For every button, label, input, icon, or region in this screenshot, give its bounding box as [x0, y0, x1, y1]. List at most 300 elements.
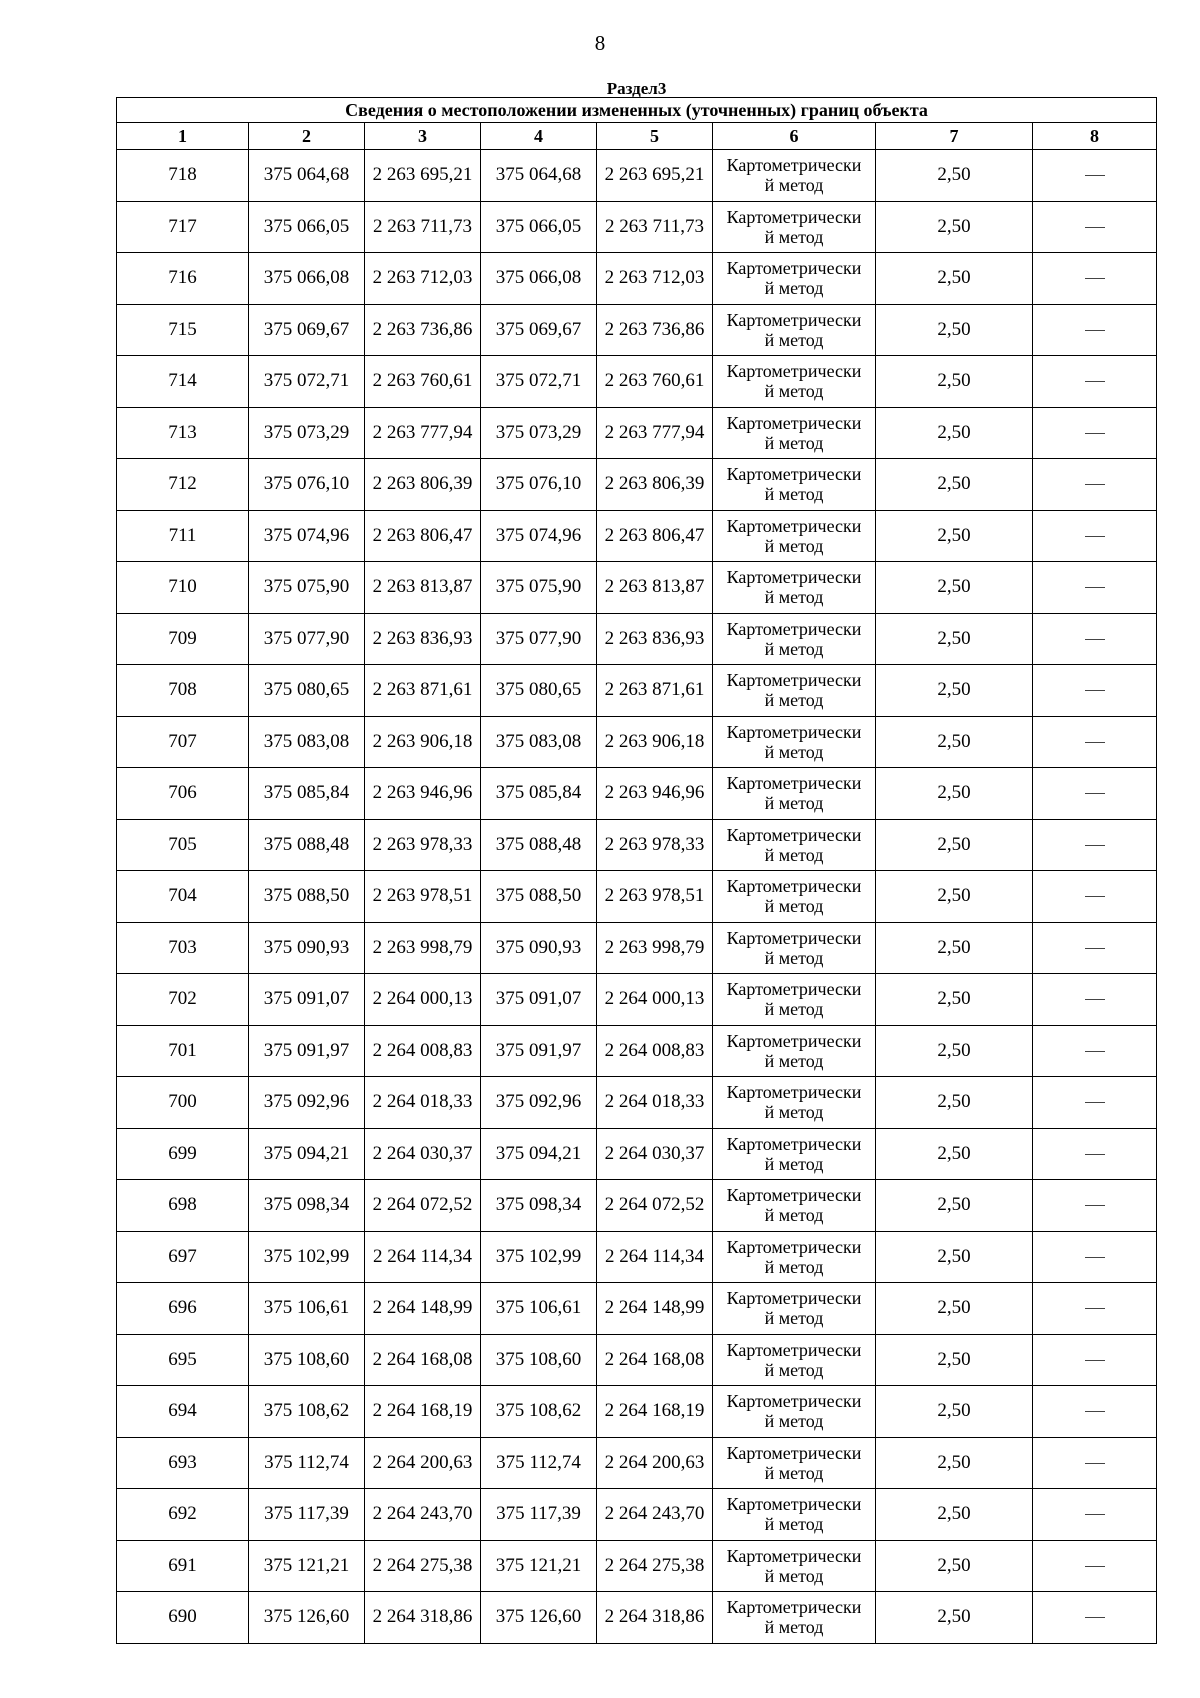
table-row [117, 1592, 1157, 1644]
existing-x-cell: 375 076,10 [249, 459, 365, 511]
column-number: 6 [713, 123, 876, 150]
existing-y-cell: 2 263 760,61 [365, 356, 481, 408]
refined-x-cell: 375 088,50 [481, 871, 597, 923]
precision-cell: 2,50 [876, 768, 1033, 820]
existing-x-cell: 375 083,08 [249, 716, 365, 768]
precision-cell: 2,50 [876, 871, 1033, 923]
refined-x-cell: 375 117,39 [481, 1489, 597, 1541]
method-cell [713, 150, 876, 202]
table-row [117, 1180, 1157, 1232]
point-number-cell: 692 [117, 1489, 249, 1541]
existing-x-cell: 375 102,99 [249, 1231, 365, 1283]
existing-x-cell: 375 112,74 [249, 1437, 365, 1489]
description-cell [1033, 613, 1157, 665]
precision-cell: 2,50 [876, 150, 1033, 202]
existing-y-cell: 2 264 030,37 [365, 1128, 481, 1180]
refined-y-cell: 2 264 018,33 [597, 1077, 713, 1129]
refined-y-cell: 2 263 712,03 [597, 253, 713, 305]
precision-cell: 2,50 [876, 1180, 1033, 1232]
point-number-cell: 708 [117, 665, 249, 717]
existing-y-cell: 2 263 736,86 [365, 304, 481, 356]
method-cell [713, 1128, 876, 1180]
precision-cell: 2,50 [876, 407, 1033, 459]
method-text-line2: й метод [764, 535, 824, 556]
table-row [117, 1128, 1157, 1180]
precision-cell: 2,50 [876, 1231, 1033, 1283]
point-number-cell: 711 [117, 510, 249, 562]
method-text-line2: й метод [764, 278, 824, 299]
existing-x-cell: 375 091,07 [249, 974, 365, 1026]
precision-cell: 2,50 [876, 1437, 1033, 1489]
boundary-coordinates-table [116, 80, 1157, 1644]
description-cell [1033, 871, 1157, 923]
table-row [117, 819, 1157, 871]
method-text-line2: й метод [764, 1205, 824, 1226]
refined-y-cell: 2 264 000,13 [597, 974, 713, 1026]
description-cell [1033, 716, 1157, 768]
refined-y-cell: 2 263 836,93 [597, 613, 713, 665]
method-text-line1: Картометрически [726, 1597, 862, 1618]
method-text-line2: й метод [764, 1256, 824, 1277]
existing-x-cell: 375 092,96 [249, 1077, 365, 1129]
refined-y-cell: 2 263 760,61 [597, 356, 713, 408]
dash-icon [1085, 381, 1105, 382]
method-text-line2: й метод [764, 896, 824, 917]
refined-y-cell: 2 263 736,86 [597, 304, 713, 356]
table-row [117, 922, 1157, 974]
description-cell [1033, 1283, 1157, 1335]
point-number-cell: 702 [117, 974, 249, 1026]
existing-y-cell: 2 264 200,63 [365, 1437, 481, 1489]
refined-y-cell: 2 263 998,79 [597, 922, 713, 974]
refined-y-cell: 2 264 168,08 [597, 1334, 713, 1386]
description-cell [1033, 1025, 1157, 1077]
method-cell [713, 1437, 876, 1489]
method-cell [713, 304, 876, 356]
precision-cell: 2,50 [876, 922, 1033, 974]
dash-icon [1085, 742, 1105, 743]
refined-y-cell: 2 264 008,83 [597, 1025, 713, 1077]
point-number-cell: 695 [117, 1334, 249, 1386]
refined-x-cell: 375 076,10 [481, 459, 597, 511]
column-number: 8 [1033, 123, 1157, 150]
dash-icon [1085, 639, 1105, 640]
refined-x-cell: 375 090,93 [481, 922, 597, 974]
existing-y-cell: 2 263 871,61 [365, 665, 481, 717]
precision-cell: 2,50 [876, 253, 1033, 305]
method-text-line2: й метод [764, 329, 824, 350]
table-row [117, 1283, 1157, 1335]
refined-x-cell: 375 092,96 [481, 1077, 597, 1129]
table-row [117, 356, 1157, 408]
precision-cell: 2,50 [876, 510, 1033, 562]
method-text-line2: й метод [764, 381, 824, 402]
description-cell [1033, 922, 1157, 974]
existing-y-cell: 2 264 148,99 [365, 1283, 481, 1335]
method-cell [713, 922, 876, 974]
existing-x-cell: 375 075,90 [249, 562, 365, 614]
refined-x-cell: 375 121,21 [481, 1540, 597, 1592]
refined-y-cell: 2 264 243,70 [597, 1489, 713, 1541]
method-cell [713, 974, 876, 1026]
refined-y-cell: 2 263 711,73 [597, 201, 713, 253]
description-cell [1033, 1128, 1157, 1180]
description-cell [1033, 1386, 1157, 1438]
description-cell [1033, 562, 1157, 614]
precision-cell: 2,50 [876, 613, 1033, 665]
description-cell [1033, 356, 1157, 408]
point-number-cell: 706 [117, 768, 249, 820]
existing-x-cell: 375 088,50 [249, 871, 365, 923]
existing-x-cell: 375 066,05 [249, 201, 365, 253]
method-cell [713, 613, 876, 665]
point-number-cell: 717 [117, 201, 249, 253]
refined-y-cell: 2 263 777,94 [597, 407, 713, 459]
method-text-line1: Картометрически [726, 773, 862, 794]
point-number-cell: 712 [117, 459, 249, 511]
method-text-line2: й метод [764, 1462, 824, 1483]
dash-icon [1085, 896, 1105, 897]
refined-x-cell: 375 075,90 [481, 562, 597, 614]
method-text-line1: Картометрически [726, 309, 862, 330]
refined-x-cell: 375 080,65 [481, 665, 597, 717]
refined-x-cell: 375 066,08 [481, 253, 597, 305]
method-text-line1: Картометрически [726, 979, 862, 1000]
dash-icon [1085, 1617, 1105, 1618]
method-cell [713, 562, 876, 614]
existing-x-cell: 375 094,21 [249, 1128, 365, 1180]
precision-cell: 2,50 [876, 1128, 1033, 1180]
point-number-cell: 698 [117, 1180, 249, 1232]
refined-x-cell: 375 106,61 [481, 1283, 597, 1335]
refined-x-cell: 375 126,60 [481, 1592, 597, 1644]
refined-x-cell: 375 091,97 [481, 1025, 597, 1077]
dash-icon [1085, 1051, 1105, 1052]
table-row [117, 1540, 1157, 1592]
dash-icon [1085, 1308, 1105, 1309]
refined-y-cell: 2 264 148,99 [597, 1283, 713, 1335]
method-text-line2: й метод [764, 1565, 824, 1586]
dash-icon [1085, 175, 1105, 176]
method-cell [713, 819, 876, 871]
table-row [117, 974, 1157, 1026]
method-text-line2: й метод [764, 844, 824, 865]
point-number-cell: 704 [117, 871, 249, 923]
existing-y-cell: 2 264 008,83 [365, 1025, 481, 1077]
point-number-cell: 700 [117, 1077, 249, 1129]
table-row [117, 1077, 1157, 1129]
method-cell [713, 407, 876, 459]
existing-y-cell: 2 264 275,38 [365, 1540, 481, 1592]
description-cell [1033, 304, 1157, 356]
existing-y-cell: 2 263 712,03 [365, 253, 481, 305]
refined-x-cell: 375 102,99 [481, 1231, 597, 1283]
existing-y-cell: 2 264 168,08 [365, 1334, 481, 1386]
method-text-line1: Картометрически [726, 464, 862, 485]
existing-y-cell: 2 264 168,19 [365, 1386, 481, 1438]
refined-y-cell: 2 263 813,87 [597, 562, 713, 614]
method-cell [713, 356, 876, 408]
section-label: Раздел3 [606, 79, 667, 98]
existing-y-cell: 2 264 243,70 [365, 1489, 481, 1541]
refined-x-cell: 375 112,74 [481, 1437, 597, 1489]
point-number-cell: 709 [117, 613, 249, 665]
method-cell [713, 768, 876, 820]
method-cell [713, 665, 876, 717]
point-number-cell: 699 [117, 1128, 249, 1180]
refined-x-cell: 375 085,84 [481, 768, 597, 820]
existing-y-cell: 2 263 806,39 [365, 459, 481, 511]
existing-y-cell: 2 263 946,96 [365, 768, 481, 820]
existing-x-cell: 375 064,68 [249, 150, 365, 202]
method-text-line1: Картометрически [726, 1494, 862, 1515]
point-number-cell: 715 [117, 304, 249, 356]
existing-y-cell: 2 264 018,33 [365, 1077, 481, 1129]
precision-cell: 2,50 [876, 201, 1033, 253]
refined-y-cell: 2 263 695,21 [597, 150, 713, 202]
dash-icon [1085, 1102, 1105, 1103]
method-text-line2: й метод [764, 1308, 824, 1329]
point-number-cell: 710 [117, 562, 249, 614]
point-number-cell: 691 [117, 1540, 249, 1592]
point-number-cell: 716 [117, 253, 249, 305]
table-row [117, 665, 1157, 717]
dash-icon [1085, 536, 1105, 537]
description-cell [1033, 201, 1157, 253]
refined-y-cell: 2 264 168,19 [597, 1386, 713, 1438]
precision-cell: 2,50 [876, 1386, 1033, 1438]
method-text-line1: Картометрически [726, 1288, 862, 1309]
method-cell [713, 1283, 876, 1335]
method-text-line1: Картометрически [726, 1133, 862, 1154]
method-text-line1: Картометрически [726, 1545, 862, 1566]
precision-cell: 2,50 [876, 1025, 1033, 1077]
dash-icon [1085, 793, 1105, 794]
dash-icon [1085, 1463, 1105, 1464]
method-cell [713, 1077, 876, 1129]
method-text-line1: Картометрически [726, 1391, 862, 1412]
method-text-line2: й метод [764, 690, 824, 711]
point-number-cell: 705 [117, 819, 249, 871]
method-text-line1: Картометрически [726, 258, 862, 279]
point-number-cell: 713 [117, 407, 249, 459]
precision-cell: 2,50 [876, 1077, 1033, 1129]
dash-icon [1085, 999, 1105, 1000]
point-number-cell: 690 [117, 1592, 249, 1644]
refined-x-cell: 375 064,68 [481, 150, 597, 202]
table-row [117, 510, 1157, 562]
description-cell [1033, 1489, 1157, 1541]
table-title: Сведения о местоположении измененных (уточненных) границ объекта [117, 98, 1157, 123]
method-text-line1: Картометрически [726, 567, 862, 588]
refined-y-cell: 2 264 275,38 [597, 1540, 713, 1592]
column-number: 5 [597, 123, 713, 150]
description-cell [1033, 665, 1157, 717]
method-text-line1: Картометрически [726, 1185, 862, 1206]
table-row [117, 768, 1157, 820]
method-text-line1: Картометрически [726, 155, 862, 176]
refined-y-cell: 2 263 906,18 [597, 716, 713, 768]
method-text-line2: й метод [764, 793, 824, 814]
method-cell [713, 253, 876, 305]
method-text-line2: й метод [764, 1359, 824, 1380]
method-cell [713, 1231, 876, 1283]
method-cell [713, 1180, 876, 1232]
method-text-line1: Картометрически [726, 927, 862, 948]
table-row [117, 459, 1157, 511]
dash-icon [1085, 1411, 1105, 1412]
precision-cell: 2,50 [876, 665, 1033, 717]
method-text-line1: Картометрически [726, 515, 862, 536]
existing-y-cell: 2 263 978,33 [365, 819, 481, 871]
method-text-line1: Картометрически [726, 1339, 862, 1360]
table-row [117, 1437, 1157, 1489]
existing-y-cell: 2 263 777,94 [365, 407, 481, 459]
method-text-line1: Картометрически [726, 412, 862, 433]
dash-icon [1085, 948, 1105, 949]
existing-x-cell: 375 074,96 [249, 510, 365, 562]
description-cell [1033, 974, 1157, 1026]
method-text-line1: Картометрически [726, 1236, 862, 1257]
precision-cell: 2,50 [876, 1592, 1033, 1644]
column-number: 7 [876, 123, 1033, 150]
refined-y-cell: 2 264 200,63 [597, 1437, 713, 1489]
method-text-line2: й метод [764, 432, 824, 453]
point-number-cell: 703 [117, 922, 249, 974]
existing-y-cell: 2 263 695,21 [365, 150, 481, 202]
description-cell [1033, 407, 1157, 459]
existing-x-cell: 375 121,21 [249, 1540, 365, 1592]
dash-icon [1085, 1360, 1105, 1361]
existing-y-cell: 2 263 711,73 [365, 201, 481, 253]
refined-x-cell: 375 098,34 [481, 1180, 597, 1232]
method-text-line2: й метод [764, 947, 824, 968]
refined-x-cell: 375 072,71 [481, 356, 597, 408]
method-cell [713, 1540, 876, 1592]
existing-x-cell: 375 098,34 [249, 1180, 365, 1232]
description-cell [1033, 459, 1157, 511]
precision-cell: 2,50 [876, 459, 1033, 511]
dash-icon [1085, 587, 1105, 588]
refined-y-cell: 2 264 318,86 [597, 1592, 713, 1644]
refined-x-cell: 375 069,67 [481, 304, 597, 356]
method-cell [713, 510, 876, 562]
existing-x-cell: 375 108,62 [249, 1386, 365, 1438]
refined-y-cell: 2 263 806,47 [597, 510, 713, 562]
refined-y-cell: 2 264 030,37 [597, 1128, 713, 1180]
method-text-line2: й метод [764, 484, 824, 505]
table-row [117, 1386, 1157, 1438]
refined-y-cell: 2 263 978,33 [597, 819, 713, 871]
precision-cell: 2,50 [876, 1283, 1033, 1335]
existing-x-cell: 375 080,65 [249, 665, 365, 717]
refined-x-cell: 375 073,29 [481, 407, 597, 459]
refined-x-cell: 375 088,48 [481, 819, 597, 871]
table-row [117, 1334, 1157, 1386]
method-text-line1: Картометрически [726, 824, 862, 845]
refined-y-cell: 2 263 946,96 [597, 768, 713, 820]
existing-y-cell: 2 263 906,18 [365, 716, 481, 768]
refined-x-cell: 375 094,21 [481, 1128, 597, 1180]
table-row [117, 304, 1157, 356]
description-cell [1033, 819, 1157, 871]
refined-x-cell: 375 077,90 [481, 613, 597, 665]
method-cell [713, 1386, 876, 1438]
table-body [117, 150, 1157, 1644]
refined-x-cell: 375 108,60 [481, 1334, 597, 1386]
page-number: 8 [594, 31, 606, 55]
existing-x-cell: 375 069,67 [249, 304, 365, 356]
refined-y-cell: 2 263 978,51 [597, 871, 713, 923]
method-cell [713, 716, 876, 768]
method-text-line2: й метод [764, 1153, 824, 1174]
existing-x-cell: 375 088,48 [249, 819, 365, 871]
existing-x-cell: 375 073,29 [249, 407, 365, 459]
existing-y-cell: 2 263 998,79 [365, 922, 481, 974]
refined-x-cell: 375 091,07 [481, 974, 597, 1026]
description-cell [1033, 768, 1157, 820]
method-text-line1: Картометрически [726, 618, 862, 639]
point-number-cell: 701 [117, 1025, 249, 1077]
table-row [117, 1231, 1157, 1283]
method-text-line2: й метод [764, 1411, 824, 1432]
method-text-line2: й метод [764, 741, 824, 762]
dash-icon [1085, 484, 1105, 485]
method-text-line2: й метод [764, 1050, 824, 1071]
method-text-line1: Картометрически [726, 876, 862, 897]
existing-x-cell: 375 091,97 [249, 1025, 365, 1077]
description-cell [1033, 1437, 1157, 1489]
precision-cell: 2,50 [876, 819, 1033, 871]
precision-cell: 2,50 [876, 304, 1033, 356]
point-number-cell: 696 [117, 1283, 249, 1335]
precision-cell: 2,50 [876, 562, 1033, 614]
point-number-cell: 714 [117, 356, 249, 408]
dash-icon [1085, 690, 1105, 691]
table-row [117, 613, 1157, 665]
existing-y-cell: 2 263 813,87 [365, 562, 481, 614]
method-text-line2: й метод [764, 1102, 824, 1123]
column-number-row [117, 123, 1157, 150]
table-row [117, 1025, 1157, 1077]
point-number-cell: 697 [117, 1231, 249, 1283]
refined-x-cell: 375 066,05 [481, 201, 597, 253]
point-number-cell: 707 [117, 716, 249, 768]
dash-icon [1085, 278, 1105, 279]
table-row [117, 407, 1157, 459]
method-text-line2: й метод [764, 587, 824, 608]
method-text-line2: й метод [764, 175, 824, 196]
precision-cell: 2,50 [876, 356, 1033, 408]
description-cell [1033, 1540, 1157, 1592]
dash-icon [1085, 1257, 1105, 1258]
column-number: 2 [249, 123, 365, 150]
existing-y-cell: 2 263 806,47 [365, 510, 481, 562]
precision-cell: 2,50 [876, 1334, 1033, 1386]
dash-icon [1085, 1566, 1105, 1567]
method-text-line2: й метод [764, 1617, 824, 1638]
method-text-line1: Картометрически [726, 721, 862, 742]
method-text-line1: Картометрически [726, 1442, 862, 1463]
method-cell [713, 1489, 876, 1541]
existing-x-cell: 375 077,90 [249, 613, 365, 665]
existing-x-cell: 375 108,60 [249, 1334, 365, 1386]
point-number-cell: 694 [117, 1386, 249, 1438]
existing-x-cell: 375 066,08 [249, 253, 365, 305]
existing-x-cell: 375 090,93 [249, 922, 365, 974]
existing-x-cell: 375 085,84 [249, 768, 365, 820]
refined-y-cell: 2 264 072,52 [597, 1180, 713, 1232]
